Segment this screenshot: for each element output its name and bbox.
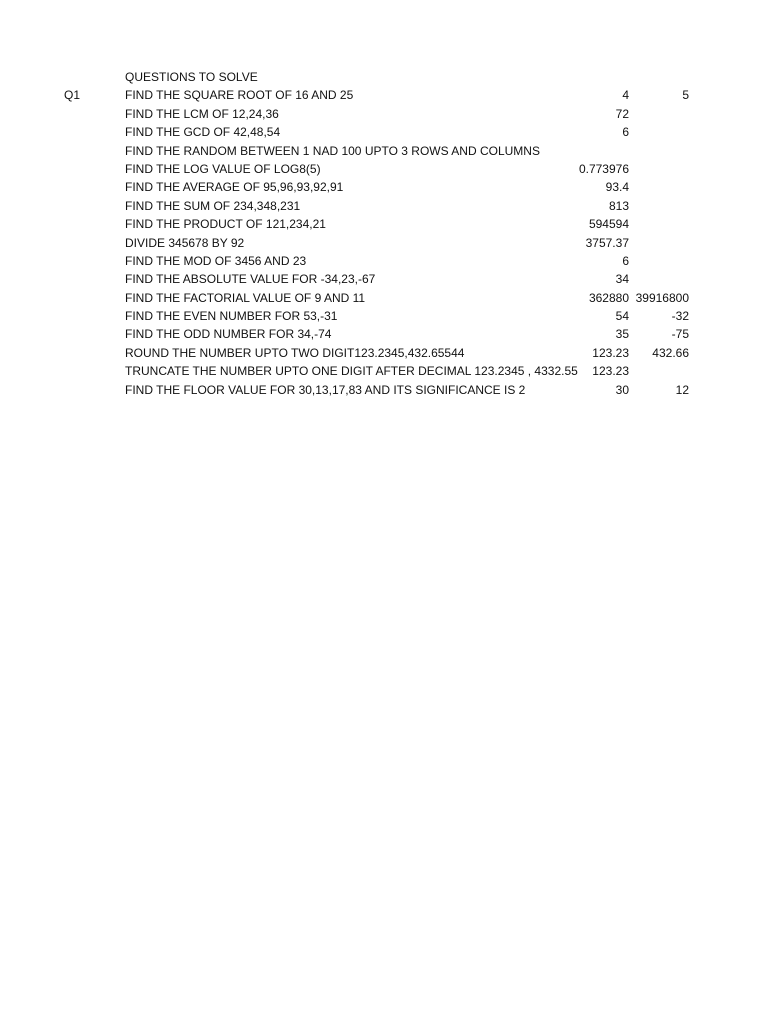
table-row [0, 381, 768, 399]
answer-cell-1[interactable]: 0.773976 [578, 161, 629, 176]
question-cell[interactable]: FIND THE EVEN NUMBER FOR 53,-31 [125, 309, 338, 324]
row-label-cell[interactable] [64, 234, 122, 252]
table-row [0, 234, 768, 252]
question-cell[interactable]: FIND THE LOG VALUE OF LOG8(5) [125, 161, 321, 176]
question-cell[interactable]: TRUNCATE THE NUMBER UPTO ONE DIGIT AFTER DECIMAL 123.2345 , 4332.55 [125, 364, 578, 379]
row-label-cell[interactable] [64, 178, 122, 196]
row-label-cell[interactable] [64, 307, 122, 325]
table-row [0, 178, 768, 196]
row-label-cell[interactable] [64, 289, 122, 307]
row-label-cell[interactable] [64, 215, 122, 233]
question-cell[interactable]: FIND THE PRODUCT OF 121,234,21 [125, 217, 326, 232]
table-row [0, 289, 768, 307]
header-row [0, 68, 768, 86]
answer-cell-1[interactable]: 72 [615, 106, 629, 121]
question-cell[interactable]: FIND THE LCM OF 12,24,36 [125, 106, 279, 121]
table-row [0, 86, 768, 104]
table-row [0, 105, 768, 123]
table-row [0, 270, 768, 288]
answer-cell-1[interactable]: 123.23 [592, 345, 629, 360]
answer-cell-1[interactable]: 93.4 [605, 180, 629, 195]
answer-cell-2[interactable]: 432.66 [652, 345, 689, 360]
question-cell[interactable]: FIND THE FACTORIAL VALUE OF 9 AND 11 [125, 290, 366, 305]
answer-cell-1[interactable]: 35 [615, 327, 629, 342]
row-label-cell[interactable] [64, 160, 122, 178]
answer-cell-2[interactable] [631, 142, 689, 160]
question-cell[interactable]: FIND THE FLOOR VALUE FOR 30,13,17,83 AND ITS SIGNIFICANCE IS 2 [125, 382, 526, 397]
question-cell[interactable]: FIND THE SUM OF 234,348,231 [125, 198, 301, 213]
question-cell[interactable]: FIND THE AVERAGE OF 95,96,93,92,91 [125, 180, 344, 195]
answer-cell-2[interactable]: 5 [682, 88, 689, 103]
answer-cell-2[interactable]: -75 [671, 327, 689, 342]
row-label-cell[interactable] [64, 362, 122, 380]
answer-cell-2[interactable] [631, 123, 689, 141]
answer-cell-1[interactable]: 4 [622, 88, 629, 103]
question-cell[interactable]: DIVIDE 345678 BY 92 [125, 235, 245, 250]
answer-cell-1[interactable]: 30 [615, 382, 629, 397]
row-label-cell[interactable] [64, 142, 122, 160]
row-label-cell[interactable] [64, 270, 122, 288]
row-label-cell[interactable] [64, 325, 122, 343]
table-row [0, 142, 768, 160]
answer-cell-2[interactable]: -32 [671, 309, 689, 324]
question-cell[interactable]: FIND THE ABSOLUTE VALUE FOR -34,23,-67 [125, 272, 376, 287]
answer-cell-1[interactable]: 594594 [588, 217, 629, 232]
question-cell[interactable]: FIND THE RANDOM BETWEEN 1 NAD 100 UPTO 3 ROWS AND COLUMNS [125, 143, 540, 158]
table-row [0, 325, 768, 343]
answer-cell-2[interactable] [631, 270, 689, 288]
answer-cell-2[interactable] [631, 215, 689, 233]
answer-cell-1[interactable]: 362880 [588, 290, 629, 305]
row-label-cell[interactable] [64, 197, 122, 215]
answer-cell-1[interactable]: 34 [615, 272, 629, 287]
table-row [0, 252, 768, 270]
answer-cell-2[interactable] [631, 252, 689, 270]
row-label-cell[interactable] [64, 105, 122, 123]
table-row [0, 362, 768, 380]
answer-cell-1[interactable]: 6 [622, 125, 629, 140]
answer-cell-2[interactable] [631, 105, 689, 123]
answer-cell-2[interactable] [631, 178, 689, 196]
table-row [0, 344, 768, 362]
answer-cell-2[interactable] [631, 160, 689, 178]
question-cell[interactable]: FIND THE GCD OF 42,48,54 [125, 125, 281, 140]
answer-cell-1[interactable]: 54 [615, 309, 629, 324]
question-cell[interactable]: FIND THE ODD NUMBER FOR 34,-74 [125, 327, 332, 342]
table-row [0, 123, 768, 141]
answer-cell-2[interactable] [631, 197, 689, 215]
header-cell[interactable]: QUESTIONS TO SOLVE [125, 70, 258, 84]
spreadsheet-grid [0, 68, 768, 399]
answer-cell-1[interactable] [559, 142, 629, 160]
row-label-cell[interactable]: Q1 [64, 88, 81, 103]
answer-cell-1[interactable]: 6 [622, 253, 629, 268]
table-row [0, 307, 768, 325]
answer-cell-2[interactable]: 12 [675, 382, 689, 397]
question-cell[interactable]: FIND THE MOD OF 3456 AND 23 [125, 253, 307, 268]
answer-cell-2[interactable] [631, 362, 689, 380]
answer-cell-1[interactable]: 3757.37 [585, 235, 629, 250]
table-row [0, 215, 768, 233]
answer-cell-1[interactable]: 123.23 [592, 364, 629, 379]
answer-cell-2[interactable]: 39916800 [635, 290, 689, 305]
row-label-cell[interactable] [64, 381, 122, 399]
question-cell[interactable]: FIND THE SQUARE ROOT OF 16 AND 25 [125, 88, 354, 103]
table-row [0, 160, 768, 178]
row-label-cell[interactable] [64, 344, 122, 362]
row-label-cell[interactable] [64, 252, 122, 270]
answer-cell-1[interactable]: 813 [608, 198, 629, 213]
table-row [0, 197, 768, 215]
row-label-cell[interactable] [64, 123, 122, 141]
question-cell[interactable]: ROUND THE NUMBER UPTO TWO DIGIT123.2345,432.65544 [125, 345, 465, 360]
answer-cell-2[interactable] [631, 234, 689, 252]
question-rows [0, 86, 768, 399]
